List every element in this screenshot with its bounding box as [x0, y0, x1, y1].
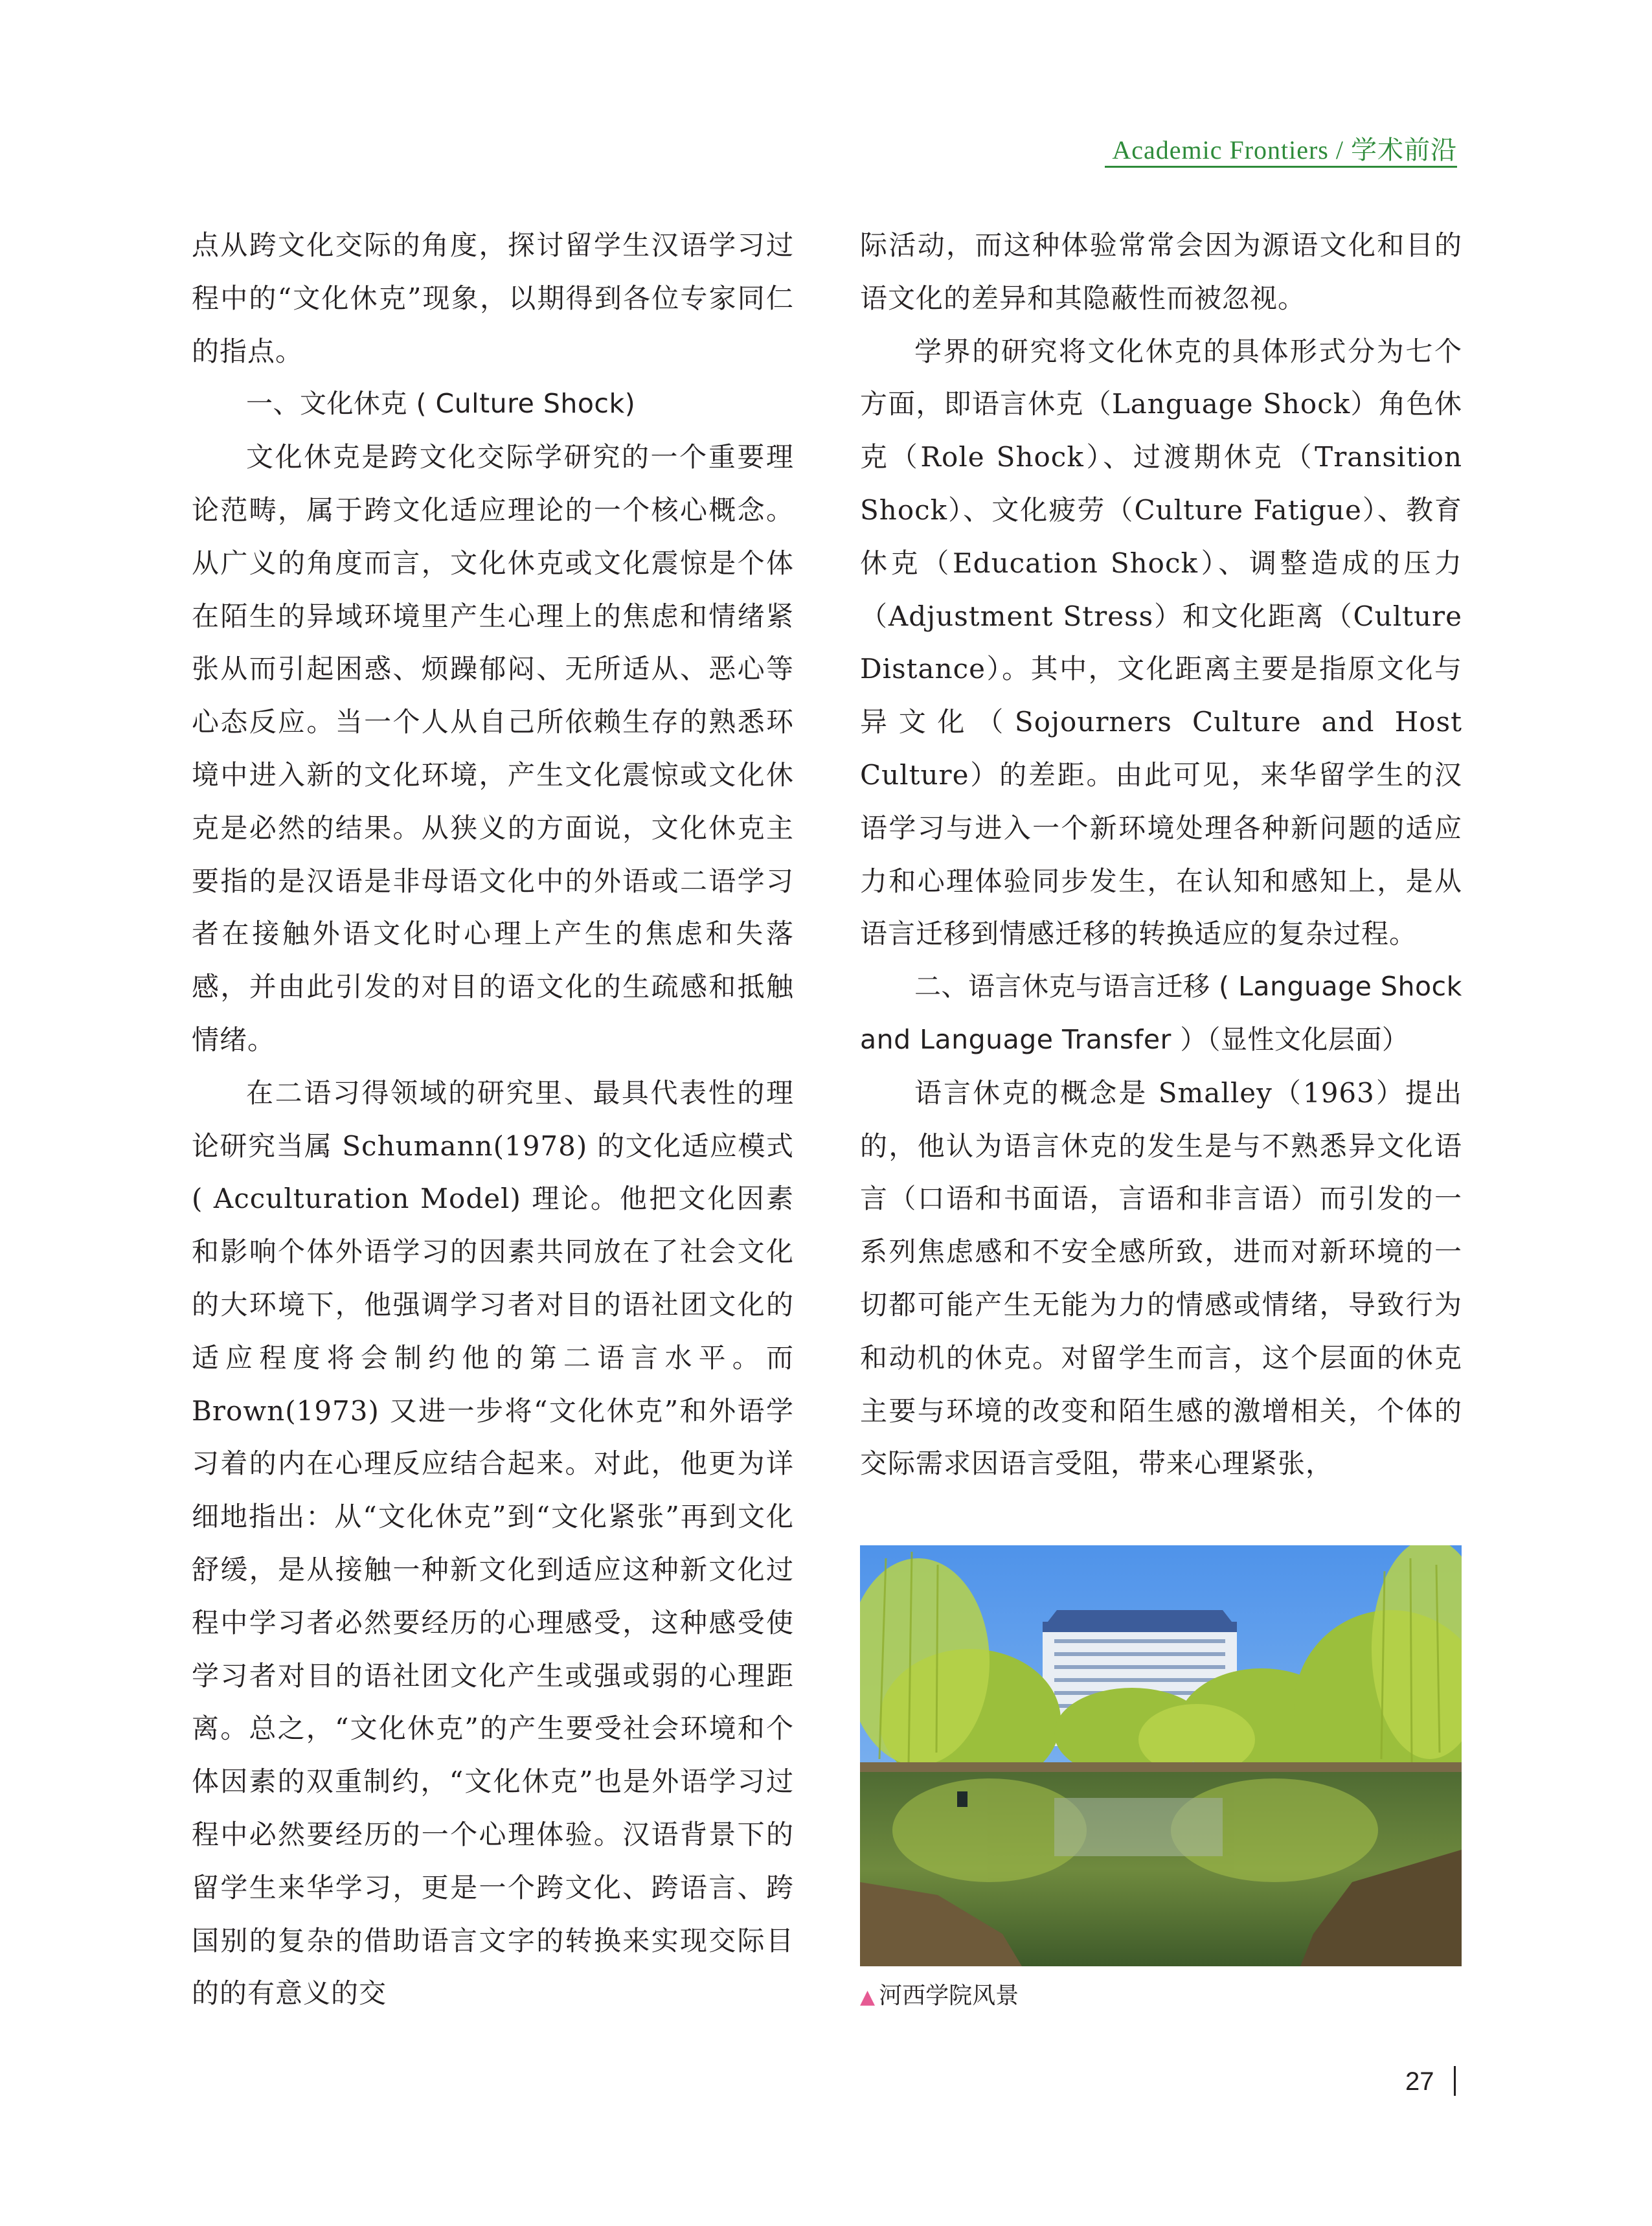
paragraph: 点从跨文化交际的角度，探讨留学生汉语学习过程中的“文化休克”现象，以期得到各位专家同仁的指点。 — [192, 229, 794, 367]
section-heading-2: 二、语言休克与语言迁移 ( Language Shock and Language Transfer ）（显性文化层面） — [860, 971, 1462, 1055]
campus-landscape-image — [860, 1545, 1462, 1966]
left-column — [192, 219, 794, 2020]
paragraph: 在二语习得领域的研究里、最具代表性的理论研究当属 Schumann(1978) 的文化适应模式 ( Acculturation Model) 理论。他把文化因素和影响个体外语学习的因素共同放在了社会文化的大环境下，他强调学习者对目的语社团文化的适应程度将会制约他的第二语言水平。而 Brown(1973) 又进一步将“文化休克”和外语学习着的内在心理反应结合起来。对此，他更为详细地指出：从“文化休克”到“文化紧张”再到文化舒缓，是从接触一种新文化到适应这种新文化过程中学习者必然要经历的心理感受，这种感受使学习者对目的语社团文化产生或强或弱的心理距离。总之，“文化休克”的产生要受社会环境和个体因素的双重制约，“文化休克”也是外语学习过程中必然要经历的一个心理体验。汉语背景下的留学生来华学习，更是一个跨文化、跨语言、跨国别的复杂的借助语言文字的转换来实现交际目的的有意义的交 — [192, 1076, 794, 2010]
paragraph: 文化休克是跨文化交际学研究的一个重要理论范畴，属于跨文化适应理论的一个核心概念。从广义的角度而言，文化休克或文化震惊是个体在陌生的异域环境里产生心理上的焦虑和情绪紧张从而引起困惑、烦躁郁闷、无所适从、恶心等心态反应。当一个人从自己所依赖生存的熟悉环境中进入新的文化环境，产生文化震惊或文化休克是必然的结果。从狭义的方面说，文化休克主要指的是汉语是非母语文化中的外语或二语学习者在接触外语文化时心理上产生的焦虑和失落感，并由此引发的对目的语文化的生疏感和抵触情绪。 — [192, 441, 794, 1056]
section-heading-1: 一、文化休克 ( Culture Shock) — [246, 388, 636, 420]
right-column — [860, 219, 1462, 1490]
header-rule — [1105, 166, 1457, 168]
photo-caption — [860, 1977, 1019, 2010]
page-number-rule — [1454, 2066, 1456, 2096]
paragraph: 学界的研究将文化休克的具体形式分为七个方面，即语言休克（Language Shock）角色休克（Role Shock）、过渡期休克（Transition Shock）、文化疲劳（Culture Fatigue）、教育休克（Education Shock）、调整造成的压力（Adjustment Stress）和文化距离（Culture Distance）。其中，文化距离主要是指原文化与异文化（Sojourners Culture and Host Culture）的差距。由此可见，来华留学生的汉语学习与进入一个新环境处理各种新问题的适应力和心理体验同步发生，在认知和感知上，是从语言迁移到情感迁移的转换适应的复杂过程。 — [860, 335, 1462, 950]
running-header: Academic Frontiers / 学术前沿 — [1112, 135, 1457, 165]
triangle-marker-icon: ▲ — [860, 1986, 876, 2008]
paragraph: 际活动，而这种体验常常会因为源语文化和目的语文化的差异和其隐蔽性而被忽视。 — [860, 229, 1462, 314]
caption-text: 河西学院风景 — [879, 1982, 1019, 2009]
page-number: 27 — [1405, 2067, 1434, 2096]
campus-photo — [860, 1545, 1462, 1966]
paragraph: 语言休克的概念是 Smalley（1963）提出的，他认为语言休克的发生是与不熟悉异文化语言（口语和书面语，言语和非言语）而引发的一系列焦虑感和不安全感所致，进而对新环境的一切都可能产生无能为力的情感或情绪，导致行为和动机的休克。对留学生而言，这个层面的休克主要与环境的改变和陌生感的激增相关，个体的交际需求因语言受阻，带来心理紧张， — [860, 1076, 1462, 1480]
